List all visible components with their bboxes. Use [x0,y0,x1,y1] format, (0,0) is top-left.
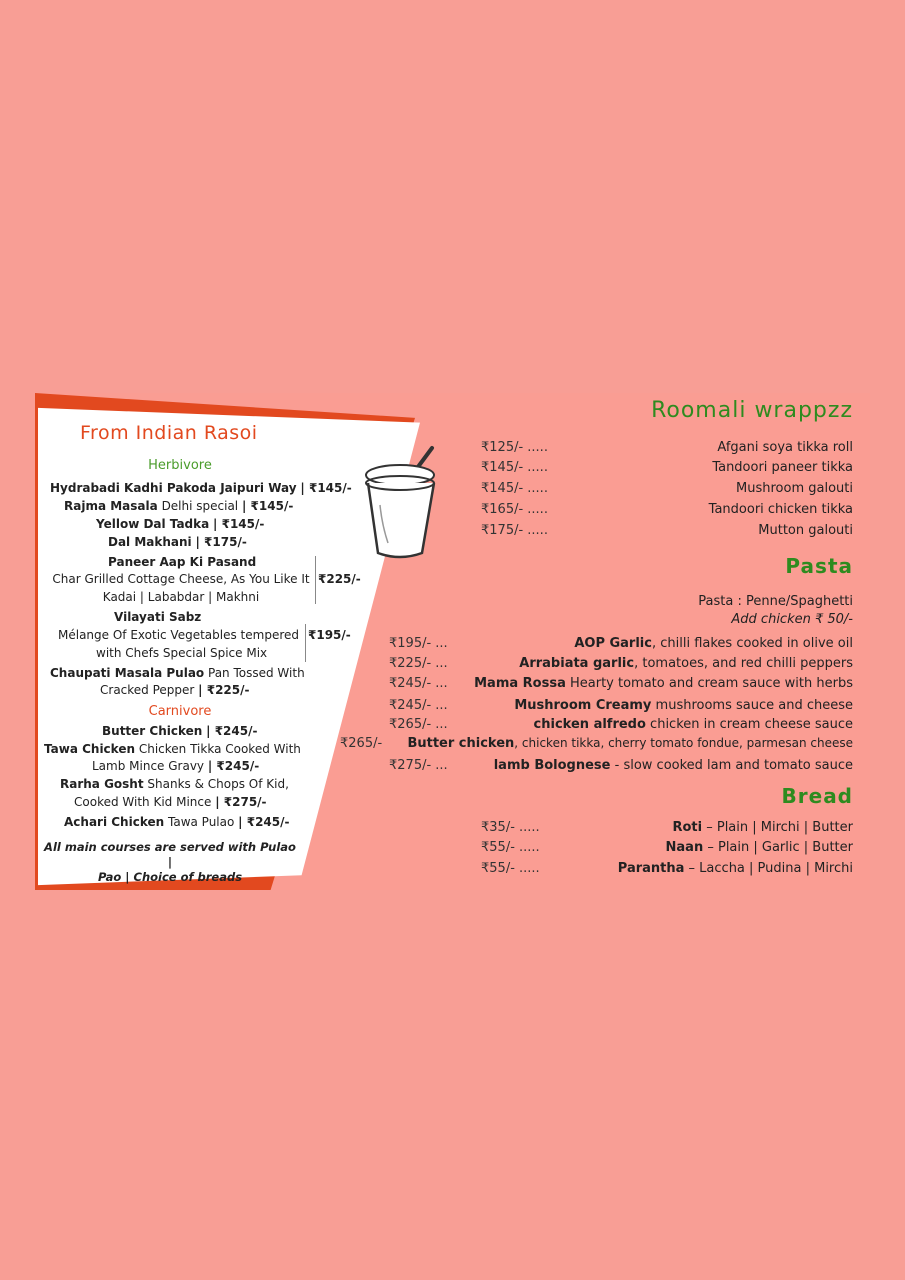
main-course-note: All main courses are served with Pulao | Pao | Choice of breads [44,840,296,884]
price: ₹55/- ..... [481,840,540,855]
herbivore-heading: Herbivore [148,458,212,473]
divider [315,556,316,604]
price: ₹175/- ..... [481,523,548,538]
menu-item: chicken alfredo chicken in cream cheese sauce [533,717,853,732]
menu-item: Arrabiata garlic, tomatoes, and red chilli peppers [519,656,853,671]
menu-item: Hydrabadi Kadhi Pakoda Jaipuri Way | ₹145/- [50,481,352,495]
price: ₹265/- ... [389,717,448,732]
menu-item-desc: with Chefs Special Spice Mix [96,646,268,660]
pasta-title: Pasta [785,554,853,578]
menu-item: Roti – Plain | Mirchi | Butter [672,820,853,835]
menu-item: AOP Garlic, chilli flakes cooked in olive oil [574,636,853,651]
menu-item-price: ₹195/- [308,628,351,642]
price: ₹125/- ..... [481,440,548,455]
menu-item-desc: Kadai | Lababdar | Makhni [102,590,260,604]
menu-item: Afgani soya tikka roll [717,440,853,455]
menu-item: Rajma Masala Delhi special | ₹145/- [64,499,294,513]
menu-item: lamb Bolognese - slow cooked lam and tomato sauce [493,758,853,773]
menu-item: Rarha Gosht Shanks & Chops Of Kid, [60,777,289,791]
divider [305,624,306,662]
cup-icon [360,445,450,560]
menu-item: Chaupati Masala Pulao Pan Tossed With [50,666,305,680]
price: ₹145/- ..... [481,481,548,496]
price: ₹165/- ..... [481,502,548,517]
price: ₹245/- ... [389,676,448,691]
menu-item: Lamb Mince Gravy | ₹245/- [92,759,260,773]
menu-item: Mama Rossa Hearty tomato and cream sauce with herbs [474,676,853,691]
menu-item: Dal Makhani | ₹175/- [108,535,247,549]
menu-item: Mushroom galouti [736,481,853,496]
menu-item: Cracked Pepper | ₹225/- [100,683,250,697]
menu-item: Tawa Chicken Chicken Tikka Cooked With [44,742,301,756]
bread-title: Bread [781,784,853,808]
menu-item-name: Vilayati Sabz [114,610,202,624]
pasta-add-line: Add chicken ₹ 50/- [731,612,853,627]
menu-item-desc: Char Grilled Cottage Cheese, As You Like It [52,572,310,586]
price: ₹35/- ..... [481,820,540,835]
price: ₹195/- ... [389,636,448,651]
price: ₹265/- [340,736,383,751]
menu-item: Achari Chicken Tawa Pulao | ₹245/- [64,815,290,829]
menu-item: Naan – Plain | Garlic | Butter [665,840,853,855]
menu-item: Parantha – Laccha | Pudina | Mirchi [617,861,853,876]
price: ₹245/- ... [389,698,448,713]
menu-item: Mushroom Creamy mushrooms sauce and cheese [514,698,853,713]
price: ₹145/- ..... [481,460,548,475]
menu-item-price: ₹225/- [318,572,361,586]
menu-item-desc: Mélange Of Exotic Vegetables tempered [58,628,300,642]
menu-item: Yellow Dal Tadka | ₹145/- [96,517,265,531]
menu-item: Tandoori paneer tikka [712,460,853,475]
indian-rasoi-title: From Indian Rasoi [80,422,258,444]
menu-item: Butter Chicken | ₹245/- [102,724,258,738]
menu-item: Cooked With Kid Mince | ₹275/- [74,795,267,809]
price: ₹275/- ... [389,758,448,773]
price: ₹225/- ... [389,656,448,671]
menu-item-name: Paneer Aap Ki Pasand [108,555,257,569]
roomali-title: Roomali wrappzz [651,398,853,423]
carnivore-heading: Carnivore [148,704,212,719]
price: ₹55/- ..... [481,861,540,876]
menu-item: Mutton galouti [758,523,853,538]
menu-item: Butter chicken, chicken tikka, cherry tomato fondue, parmesan cheese [407,736,853,751]
menu-item: Tandoori chicken tikka [708,502,853,517]
pasta-type-line: Pasta : Penne/Spaghetti [698,594,853,609]
